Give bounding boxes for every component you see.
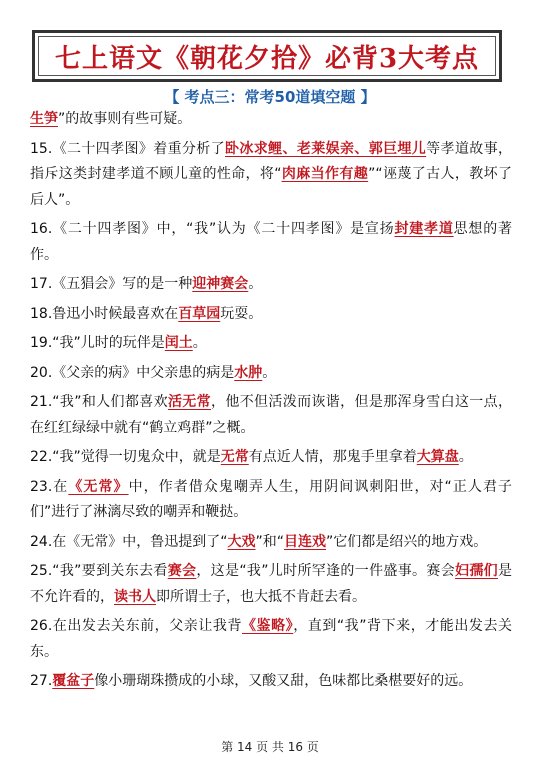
question-text: 20.《父亲的病》中父亲患的病是 <box>30 364 235 381</box>
question-text: ”的故事则有些可疑。 <box>58 111 192 127</box>
answer-highlight: 活无常 <box>167 394 211 410</box>
question-text: 。 <box>458 449 473 465</box>
section-subtitle: 【 考点三：常考50道填空题 】 <box>164 88 376 106</box>
question-text: 。 <box>248 276 263 292</box>
question-item <box>30 107 512 133</box>
question-item <box>30 331 512 357</box>
question-text: 19.“我”儿时的玩伴是 <box>30 335 165 351</box>
question-text: 17.《五猖会》写的是一种 <box>30 276 193 292</box>
answer-highlight: 大戏 <box>227 533 256 550</box>
question-text: 27. <box>30 673 53 689</box>
question-item <box>30 272 512 298</box>
question-text: 。 <box>262 364 277 381</box>
question-item <box>30 137 512 214</box>
question-text: 有点近人情，那鬼手里拿着 <box>248 449 417 465</box>
question-item <box>30 445 512 471</box>
question-text: ，他不但活泼而诙谐，但是那浑身雪白这一点，在红红绿绿中就有“鹤立鸡群”之概。 <box>30 394 513 436</box>
page-title: 七上语文《朝花夕拾》必背3大考点 <box>54 43 480 74</box>
answer-highlight: 迎神赛会 <box>192 276 249 292</box>
answer-highlight: 妇孺们 <box>455 563 499 579</box>
answer-highlight: 百草园 <box>178 305 221 322</box>
question-item <box>30 302 512 328</box>
question-text: 玩耍。 <box>220 305 263 322</box>
question-item <box>30 475 512 526</box>
question-text: ”和“ <box>255 533 285 550</box>
title-box <box>32 30 502 82</box>
question-item <box>30 614 512 665</box>
question-text: 26.在出发去关东前，父亲让我背 <box>30 618 242 634</box>
question-text: ，直到“我”背下来，才能出发去关东。 <box>30 618 513 660</box>
question-item <box>30 361 512 387</box>
question-text: 即所谓士子，也大抵不肯赶去看。 <box>156 588 366 605</box>
answer-highlight: 覆盆子 <box>52 673 95 689</box>
answer-highlight: 赛会 <box>167 563 197 579</box>
question-text: ，这是“我”儿时所罕逢的一件盛事。赛会 <box>196 563 456 579</box>
question-text: ”“诬蔑了古人，教坏了后人”。 <box>30 166 512 208</box>
question-text: 15.《二十四孝图》着重分析了 <box>30 140 226 157</box>
answer-highlight: 封建孝道 <box>394 221 454 237</box>
page-number: 第 14 页 共 16 页 <box>221 740 319 754</box>
question-text: 25.“我”要到关东去看 <box>30 563 168 579</box>
question-text: 24.在《无常》中，鲁迅提到了“ <box>30 533 228 550</box>
question-text: 16.《二十四孝图》中，“我”认为《二十四孝图》是宣扬 <box>30 221 395 237</box>
question-list <box>30 107 512 699</box>
question-text: 23.在 <box>30 478 69 495</box>
answer-highlight: 生笋 <box>30 111 58 127</box>
answer-highlight: 无常 <box>220 449 249 465</box>
question-text: 像小珊瑚珠攒成的小球，又酸又甜，色味都比桑椹要好的远。 <box>94 673 473 689</box>
question-item <box>30 559 512 610</box>
answer-highlight: 《鉴略》 <box>242 618 294 634</box>
question-item <box>30 669 512 695</box>
question-text: 等孝道故事，指斥这类封建孝道不顾儿童的性命，将“ <box>30 140 513 182</box>
question-item <box>30 390 512 441</box>
question-text: 21.“我”和人们都喜欢 <box>30 394 168 410</box>
answer-highlight: 闰土 <box>164 335 193 351</box>
answer-highlight: 水肿 <box>234 364 263 381</box>
question-text: 。 <box>192 335 207 351</box>
answer-highlight: 大算盘 <box>416 449 459 465</box>
answer-highlight: 读书人 <box>114 588 156 605</box>
question-text: 思想的著作。 <box>30 221 513 263</box>
answer-highlight: 《无常》 <box>68 478 129 495</box>
answer-highlight: 目连戏 <box>284 533 327 550</box>
question-item <box>30 217 512 268</box>
answer-highlight: 肉麻当作有趣 <box>281 166 369 182</box>
question-text: 22.“我”觉得一切鬼众中，就是 <box>30 449 221 465</box>
answer-highlight: 卧冰求鲤、老莱娱亲、郭巨埋儿 <box>225 140 427 157</box>
question-text: 中，作者借众鬼嘲弄人生，用阴间讽刺阳世，对“正人君子们”进行了淋漓尽致的嘲弄和鞭挞。 <box>30 478 512 520</box>
question-text: 是不允许看的， <box>30 563 513 605</box>
question-text: ”它们都是绍兴的地方戏。 <box>326 533 488 550</box>
question-text: 18.鲁迅小时候最喜欢在 <box>30 305 179 322</box>
question-item <box>30 530 512 556</box>
